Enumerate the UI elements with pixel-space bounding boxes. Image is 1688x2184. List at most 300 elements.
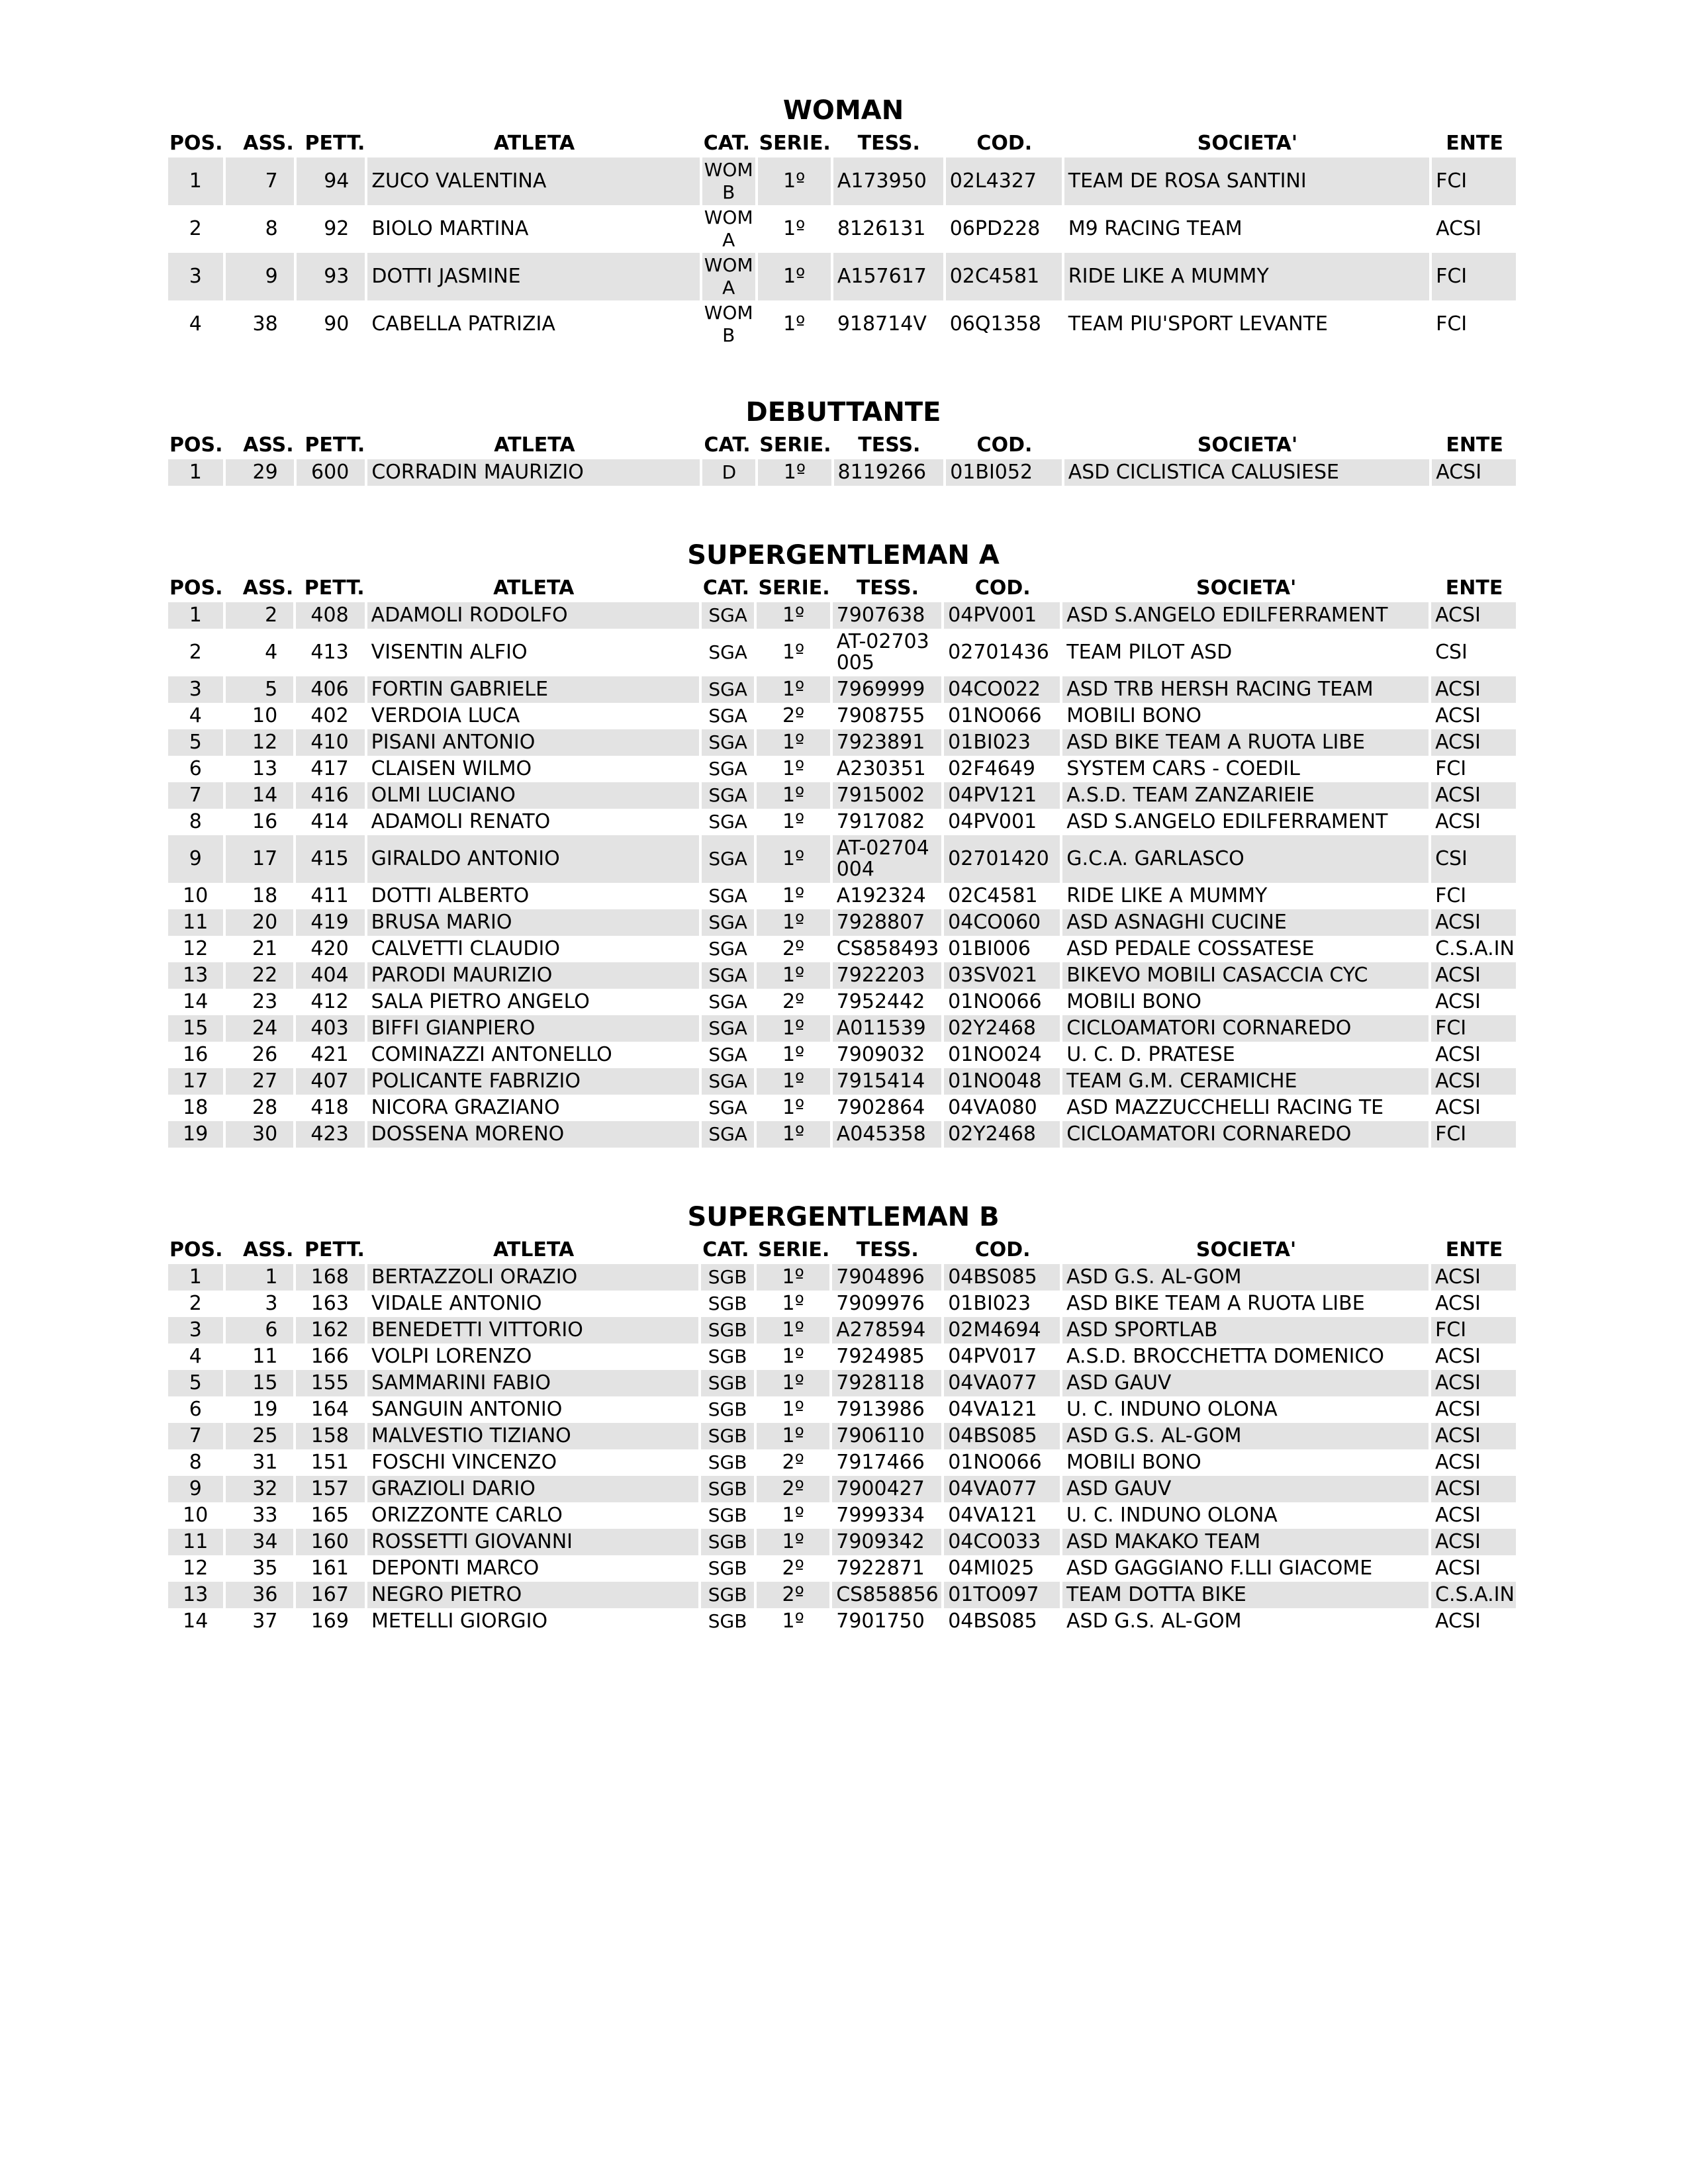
column-header-cod: COD.	[976, 131, 1033, 155]
cell-societa: TEAM PIU'SPORT LEVANTE	[1068, 312, 1328, 336]
cell-serie: 2º	[782, 990, 805, 1013]
cell-societa: ASD G.S. AL-GOM	[1062, 1423, 1429, 1449]
cell-ass: 1	[226, 1264, 294, 1291]
cell-cat: SGA	[702, 676, 755, 703]
table-row	[168, 602, 1516, 629]
section-title: DEBUTTANTE	[745, 397, 941, 428]
table-row	[168, 1095, 1516, 1121]
column-header-serie: SERIE.	[757, 1238, 830, 1261]
cell-serie: 1º	[782, 1504, 804, 1527]
cell-pett: 407	[296, 1068, 364, 1095]
cell-ente: ACSI	[1431, 1476, 1516, 1502]
cell-tess: A011539	[833, 1015, 941, 1042]
cell-ass: 19	[252, 1398, 278, 1421]
cell-ass: 21	[252, 937, 278, 960]
cell-pett: 404	[296, 962, 364, 989]
cell-cat: SGA	[702, 1015, 755, 1042]
table-row	[168, 909, 1516, 936]
table-row	[168, 1529, 1516, 1555]
column-header-cod: COD.	[976, 433, 1033, 457]
cell-pos: 9	[168, 1476, 223, 1502]
cell-serie: 1º	[758, 253, 831, 300]
cell-tess: A157617	[833, 253, 943, 300]
cell-ente: ACSI	[1432, 459, 1516, 486]
cell-cat: SGA	[708, 705, 747, 727]
cell-pett: 165	[310, 1504, 349, 1527]
cell-atleta: DOTTI ALBERTO	[371, 884, 530, 907]
cell-pett: 157	[296, 1476, 365, 1502]
cell-pett: 414	[310, 810, 349, 833]
table-row	[168, 1582, 1516, 1608]
cell-pos: 11	[168, 1529, 223, 1555]
table-row	[168, 1121, 1516, 1148]
cell-cat: D	[702, 459, 755, 486]
cell-tess: 7913986	[836, 1398, 925, 1421]
column-header-societa: SOCIETA'	[1197, 433, 1298, 457]
cell-societa: G.C.A. GARLASCO	[1062, 835, 1429, 883]
cell-atleta: FOSCHI VINCENZO	[371, 1451, 557, 1474]
cell-ass: 26	[252, 1043, 278, 1066]
cell-cod: 01BI006	[948, 937, 1031, 960]
section-title: WOMAN	[782, 95, 904, 126]
table-row	[168, 300, 1516, 348]
cell-tess: 7904896	[832, 1264, 941, 1291]
results-table	[165, 573, 1519, 1148]
cell-societa: U. C. D. PRATESE	[1066, 1043, 1235, 1066]
cell-cat: SGA	[702, 729, 755, 756]
cell-tess: 7969999	[833, 676, 941, 703]
cell-atleta: BIFFI GIANPIERO	[367, 1015, 699, 1042]
cell-cod: 04VA080	[948, 1096, 1037, 1119]
table-row	[168, 1370, 1516, 1396]
cell-ass: 14	[226, 782, 294, 809]
header-row	[168, 1235, 1516, 1264]
table-row	[168, 1396, 1516, 1423]
cell-ass: 12	[226, 729, 294, 756]
cell-pos: 12	[183, 937, 209, 960]
cell-serie: 2º	[782, 1451, 804, 1474]
column-header-ass: ASS.	[242, 1238, 294, 1261]
cell-cod: 04VA077	[944, 1370, 1060, 1396]
cell-pett: 164	[310, 1398, 349, 1421]
cell-atleta: PISANI ANTONIO	[367, 729, 699, 756]
column-header-cat: CAT.	[703, 131, 750, 155]
cell-ente: CSI	[1435, 641, 1468, 664]
cell-cod: 01NO024	[948, 1043, 1042, 1066]
table-row	[168, 1042, 1516, 1068]
cell-societa: TEAM G.M. CERAMICHE	[1062, 1068, 1429, 1095]
cell-pos: 3	[168, 676, 223, 703]
cell-societa: ASD GAGGIANO F.LLI GIACOME	[1066, 1557, 1373, 1580]
section-supergentleman-a	[168, 537, 1519, 1148]
cell-ente: FCI	[1432, 158, 1516, 205]
cell-pos: 1	[168, 158, 223, 205]
cell-ente: ACSI	[1431, 1423, 1516, 1449]
cell-ente: ACSI	[1435, 1292, 1481, 1315]
cell-societa: ASD G.S. AL-GOM	[1062, 1264, 1429, 1291]
cell-ente: ACSI	[1435, 1451, 1481, 1474]
cell-cod: 06PD228	[949, 217, 1041, 240]
section-debuttante	[168, 394, 1519, 486]
header-row	[168, 430, 1516, 459]
cell-tess: 7924985	[836, 1345, 925, 1368]
table-row	[168, 989, 1516, 1015]
cell-ente: ACSI	[1431, 676, 1516, 703]
cell-pos: 15	[168, 1015, 223, 1042]
cell-serie: 2º	[782, 937, 805, 960]
cell-ente: FCI	[1435, 884, 1467, 907]
column-header-pos: POS.	[169, 576, 223, 600]
cell-serie: 1º	[783, 312, 806, 336]
cell-societa: TEAM DE ROSA SANTINI	[1064, 158, 1429, 205]
cell-pos: 16	[183, 1043, 209, 1066]
column-header-ente: ENTE	[1446, 131, 1503, 155]
cell-tess: 7917466	[836, 1451, 925, 1474]
cell-tess: 7908755	[836, 704, 925, 727]
cell-ente: ACSI	[1435, 1096, 1481, 1119]
cell-ente: ACSI	[1431, 962, 1516, 989]
cell-ass: 30	[226, 1121, 294, 1148]
cell-cat: WOM B	[704, 302, 753, 346]
cell-pos: 1	[168, 459, 223, 486]
cell-cod: 02F4649	[948, 757, 1035, 780]
cell-societa: MOBILI BONO	[1066, 990, 1202, 1013]
cell-pos: 5	[168, 729, 223, 756]
cell-cat: SGB	[708, 1345, 747, 1367]
section-woman	[168, 93, 1519, 348]
cell-ente: ACSI	[1431, 1068, 1516, 1095]
cell-cat: SGB	[701, 1423, 754, 1449]
cell-cat: SGA	[708, 758, 747, 780]
cell-serie: 1º	[782, 641, 805, 664]
table-row	[168, 1343, 1516, 1370]
table-row	[168, 936, 1516, 962]
column-header-cod: COD.	[974, 1238, 1031, 1261]
cell-pett: 423	[296, 1121, 364, 1148]
cell-atleta: MALVESTIO TIZIANO	[367, 1423, 698, 1449]
cell-cat: SGB	[708, 1398, 747, 1420]
cell-societa: RIDE LIKE A MUMMY	[1066, 884, 1268, 907]
table-row	[168, 1608, 1516, 1635]
cell-tess: 7909342	[832, 1529, 941, 1555]
column-header-pett: PETT.	[305, 131, 365, 155]
column-header-serie: SERIE.	[759, 433, 831, 457]
cell-serie: 1º	[757, 1370, 829, 1396]
cell-pos: 4	[189, 704, 202, 727]
cell-ass: 4	[265, 641, 278, 664]
cell-pett: 416	[296, 782, 364, 809]
cell-atleta: BERTAZZOLI ORAZIO	[367, 1264, 698, 1291]
cell-pett: 158	[296, 1423, 365, 1449]
cell-tess: 7909976	[836, 1292, 925, 1315]
column-header-pos: POS.	[169, 1238, 223, 1261]
cell-cat: SGA	[708, 885, 747, 907]
cell-cat: WOM B	[702, 158, 755, 205]
cell-pett: 167	[296, 1582, 365, 1608]
cell-cod: 04VA121	[948, 1398, 1037, 1421]
cell-atleta: FORTIN GABRIELE	[367, 676, 699, 703]
cell-cod: 02701420	[944, 835, 1060, 883]
cell-pos: 6	[189, 757, 202, 780]
cell-pett: 403	[296, 1015, 364, 1042]
cell-cat: SGA	[708, 1044, 747, 1066]
cell-pett: 421	[310, 1043, 349, 1066]
table-row	[168, 158, 1516, 205]
cell-pett: 420	[310, 937, 349, 960]
section-spacer	[168, 486, 1519, 537]
cell-pett: 168	[296, 1264, 365, 1291]
column-header-atleta: ATLETA	[494, 433, 575, 457]
cell-serie: 2º	[782, 1557, 804, 1580]
cell-pett: 413	[310, 641, 349, 664]
column-header-serie: SERIE.	[758, 576, 830, 600]
cell-pett: 92	[324, 217, 350, 240]
table-row	[168, 1068, 1516, 1095]
cell-ente: FCI	[1431, 1015, 1516, 1042]
cell-pos: 12	[183, 1557, 209, 1580]
column-header-cat: CAT.	[702, 576, 750, 600]
cell-pett: 161	[310, 1557, 349, 1580]
cell-societa: ASD GAUV	[1062, 1370, 1429, 1396]
cell-ente: ACSI	[1431, 1264, 1516, 1291]
cell-pos: 9	[168, 835, 223, 883]
cell-ass: 20	[226, 909, 294, 936]
cell-cod: 01NO066	[948, 990, 1042, 1013]
cell-serie: 1º	[757, 1317, 829, 1343]
cell-societa: RIDE LIKE A MUMMY	[1064, 253, 1429, 300]
cell-ente: ACSI	[1435, 990, 1481, 1013]
cell-cat: SGA	[708, 1097, 747, 1118]
cell-atleta: ORIZZONTE CARLO	[371, 1504, 563, 1527]
column-header-ass: ASS.	[243, 131, 294, 155]
cell-atleta: VISENTIN ALFIO	[371, 641, 528, 664]
cell-pett: 151	[310, 1451, 349, 1474]
cell-cod: 04BS085	[944, 1264, 1060, 1291]
cell-cod: 04BS085	[944, 1423, 1060, 1449]
cell-serie: 1º	[782, 1610, 804, 1633]
cell-cat: SGB	[701, 1529, 754, 1555]
cell-pos: 2	[189, 641, 202, 664]
cell-ass: 17	[226, 835, 294, 883]
cell-ass: 31	[252, 1451, 278, 1474]
table-row	[168, 1317, 1516, 1343]
cell-societa: M9 RACING TEAM	[1068, 217, 1243, 240]
cell-ass: 38	[252, 312, 278, 336]
table-row	[168, 1449, 1516, 1476]
cell-societa: A.S.D. BROCCHETTA DOMENICO	[1066, 1345, 1384, 1368]
cell-ente: ACSI	[1431, 782, 1516, 809]
cell-cat: SGA	[702, 962, 755, 989]
cell-ass: 3	[265, 1292, 278, 1315]
column-header-societa: SOCIETA'	[1197, 131, 1298, 155]
cell-cat: SGA	[708, 938, 747, 960]
cell-pett: 163	[310, 1292, 349, 1315]
section-supergentleman-b	[168, 1199, 1519, 1635]
cell-pett: 94	[297, 158, 365, 205]
cell-serie: 1º	[782, 1292, 804, 1315]
column-header-pett: PETT.	[305, 433, 365, 457]
cell-atleta: ADAMOLI RODOLFO	[367, 602, 699, 629]
cell-cod: 01BI023	[948, 1292, 1031, 1315]
cell-cod: 01NO048	[944, 1068, 1060, 1095]
cell-cod: 02L4327	[946, 158, 1062, 205]
column-header-pett: PETT.	[304, 576, 365, 600]
cell-pos: 2	[189, 1292, 202, 1315]
cell-atleta: CLAISEN WILMO	[371, 757, 532, 780]
cell-pos: 10	[183, 884, 209, 907]
cell-ass: 27	[226, 1068, 294, 1095]
cell-ente: C.S.A.IN	[1435, 937, 1515, 960]
cell-atleta: CORRADIN MAURIZIO	[367, 459, 700, 486]
column-header-serie: SERIE.	[759, 131, 831, 155]
cell-atleta: METELLI GIORGIO	[371, 1610, 548, 1633]
cell-pett: 412	[310, 990, 349, 1013]
column-header-tess: TESS.	[858, 433, 921, 457]
cell-tess: 7917082	[836, 810, 925, 833]
column-header-ente: ENTE	[1445, 1238, 1503, 1261]
cell-serie: 1º	[782, 1398, 804, 1421]
cell-cod: 02Y2468	[944, 1121, 1060, 1148]
cell-societa: ASD BIKE TEAM A RUOTA LIBE	[1066, 1292, 1365, 1315]
table-row	[168, 835, 1516, 883]
table-row	[168, 1264, 1516, 1291]
cell-ente: FCI	[1431, 1121, 1516, 1148]
column-header-ente: ENTE	[1445, 576, 1503, 600]
cell-ass: 7	[226, 158, 294, 205]
cell-ass: 8	[265, 217, 278, 240]
cell-cat: SGA	[702, 782, 755, 809]
cell-atleta: DOTTI JASMINE	[367, 253, 699, 300]
cell-ente: ACSI	[1435, 1043, 1481, 1066]
cell-societa: ASD SPORTLAB	[1062, 1317, 1429, 1343]
cell-societa: ASD MAZZUCCHELLI RACING TE	[1066, 1096, 1384, 1119]
cell-tess: 7909032	[836, 1043, 925, 1066]
cell-cat: SGB	[708, 1451, 747, 1473]
cell-tess: 7928118	[832, 1370, 941, 1396]
cell-cod: 02M4694	[944, 1317, 1060, 1343]
cell-cod: 06Q1358	[949, 312, 1041, 336]
cell-pos: 13	[168, 962, 223, 989]
cell-pett: 402	[310, 704, 349, 727]
cell-ente: ACSI	[1431, 1370, 1516, 1396]
cell-cat: SGA	[708, 811, 747, 833]
cell-pett: 410	[296, 729, 364, 756]
cell-societa: ASD PEDALE COSSATESE	[1066, 937, 1315, 960]
cell-cat: WOM A	[704, 206, 753, 251]
cell-ass: 34	[226, 1529, 294, 1555]
cell-cod: 04CO060	[944, 909, 1060, 936]
cell-societa: ASD BIKE TEAM A RUOTA LIBE	[1062, 729, 1429, 756]
cell-atleta: ADAMOLI RENATO	[371, 810, 551, 833]
table-row	[168, 1291, 1516, 1317]
results-table	[165, 430, 1519, 486]
cell-pett: 406	[296, 676, 364, 703]
table-row	[168, 459, 1516, 486]
cell-cod: 01BI052	[946, 459, 1062, 486]
column-header-ass: ASS.	[243, 433, 294, 457]
cell-ass: 13	[252, 757, 278, 780]
cell-atleta: GRAZIOLI DARIO	[367, 1476, 698, 1502]
cell-cod: 04PV121	[944, 782, 1060, 809]
cell-tess: A192324	[836, 884, 926, 907]
cell-serie: 1º	[757, 962, 829, 989]
cell-atleta: GIRALDO ANTONIO	[367, 835, 699, 883]
cell-ente: FCI	[1431, 1317, 1516, 1343]
column-header-cat: CAT.	[704, 433, 751, 457]
cell-cat: SGA	[702, 1121, 755, 1148]
table-row	[168, 1555, 1516, 1582]
cell-cod: 04CO022	[944, 676, 1060, 703]
cell-societa: TEAM PILOT ASD	[1066, 641, 1233, 664]
cell-serie: 1º	[782, 1345, 804, 1368]
cell-pos: 3	[168, 1317, 223, 1343]
cell-ass: 24	[226, 1015, 294, 1042]
cell-cat: SGA	[702, 602, 755, 629]
cell-tess: 7907638	[833, 602, 941, 629]
cell-serie: 1º	[758, 459, 831, 486]
column-header-pos: POS.	[169, 433, 223, 457]
cell-cat: SGA	[702, 1068, 755, 1095]
cell-ass: 23	[252, 990, 278, 1013]
cell-cod: 03SV021	[944, 962, 1060, 989]
cell-cat: SGB	[701, 1582, 754, 1608]
cell-pett: 600	[297, 459, 365, 486]
column-header-atleta: ATLETA	[493, 131, 575, 155]
cell-cat: SGA	[708, 991, 747, 1013]
cell-societa: SYSTEM CARS - COEDIL	[1066, 757, 1300, 780]
cell-pos: 14	[183, 990, 209, 1013]
cell-ente: C.S.A.IN	[1431, 1582, 1516, 1608]
cell-societa: BIKEVO MOBILI CASACCIA CYC	[1062, 962, 1429, 989]
cell-ente: ACSI	[1431, 602, 1516, 629]
table-row	[168, 962, 1516, 989]
cell-societa: ASD S.ANGELO EDILFERRAMENT	[1066, 810, 1388, 833]
cell-ente: ACSI	[1435, 1345, 1481, 1368]
cell-cod: 04MI025	[948, 1557, 1035, 1580]
cell-ass: 15	[226, 1370, 294, 1396]
cell-societa: ASD ASNAGHI CUCINE	[1062, 909, 1429, 936]
cell-ente: ACSI	[1431, 1529, 1516, 1555]
cell-cod: 01NO066	[948, 704, 1042, 727]
cell-serie: 1º	[757, 1529, 829, 1555]
cell-cod: 02C4581	[946, 253, 1062, 300]
cell-pos: 3	[168, 253, 223, 300]
cell-pos: 5	[168, 1370, 223, 1396]
cell-ente: FCI	[1435, 757, 1467, 780]
column-header-tess: TESS.	[856, 576, 919, 600]
cell-cod: 04VA121	[948, 1504, 1037, 1527]
cell-ass: 28	[252, 1096, 278, 1119]
cell-pos: 8	[189, 810, 202, 833]
cell-societa: ASD CICLISTICA CALUSIESE	[1064, 459, 1429, 486]
cell-atleta: SANGUIN ANTONIO	[371, 1398, 563, 1421]
cell-cod: 04VA077	[944, 1476, 1060, 1502]
cell-serie: 1º	[757, 1068, 829, 1095]
header-row	[168, 573, 1516, 602]
table-row	[168, 1502, 1516, 1529]
cell-serie: 1º	[757, 1264, 829, 1291]
cell-societa: U. C. INDUNO OLONA	[1066, 1504, 1278, 1527]
cell-tess: AT-02704004	[833, 835, 941, 883]
cell-ass: 9	[226, 253, 294, 300]
cell-pos: 4	[189, 1345, 202, 1368]
cell-ass: 2	[226, 602, 294, 629]
results-table	[165, 1235, 1519, 1635]
column-header-cod: COD.	[974, 576, 1031, 600]
cell-pos: 18	[183, 1096, 209, 1119]
cell-serie: 1º	[757, 602, 829, 629]
cell-tess: A278594	[832, 1317, 941, 1343]
